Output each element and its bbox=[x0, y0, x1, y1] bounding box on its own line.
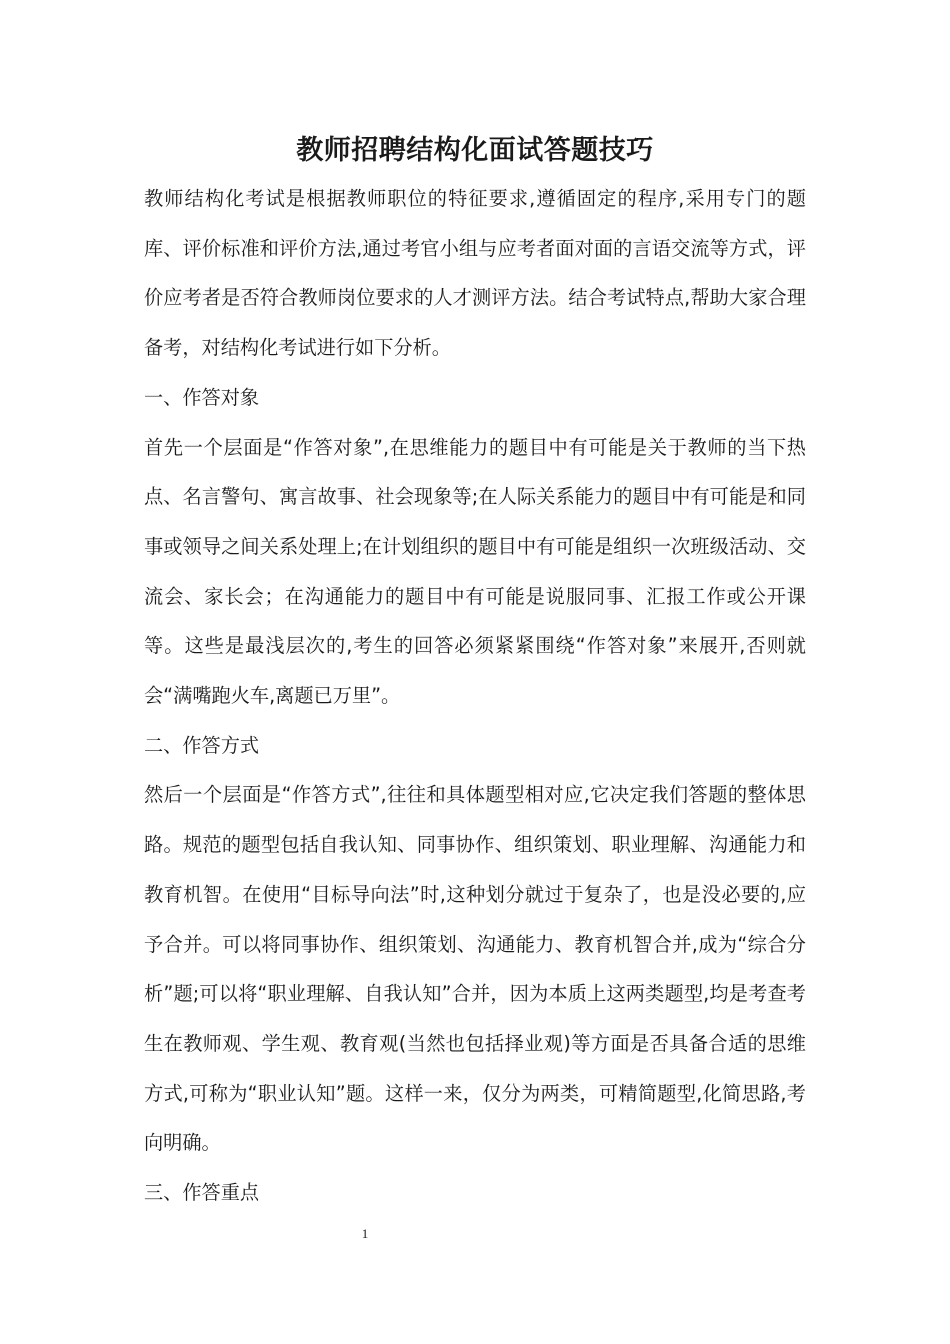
section-heading-answer-object: 一、作答对象 bbox=[144, 385, 260, 409]
intro-paragraph: 教师结构化考试是根据教师职位的特征要求,遵循固定的程序,采用专门的题库、评价标准和评价方法,通过考官小组与应考者面对面的言语交流等方式，评价应考者是否符合教师岗位要求的人才测评方法。结合考试特点,帮助大家合理备考，对结构化考试进行如下分析。 bbox=[144, 187, 806, 360]
page-number: 1 bbox=[361, 1226, 369, 1241]
document-title: 教师招聘结构化面试答题技巧 bbox=[296, 135, 654, 166]
section-body-answer-method: 然后一个层面是“作答方式”,往往和具体题型相对应,它决定我们答题的整体思路。规范的题型包括自我认知、同事协作、组织策划、职业理解、沟通能力和教育机智。在使用“目标导向法”时,这种划分就过于复杂了，也是没必要的,应予合并。可以将同事协作、组织策划、沟通能力、教育机智合并,成为“综合分析”题;可以将“职业理解、自我认知”合并，因为本质上这两类题型,均是考查考生在教师观、学生观、教育观(当然也包括择业观)等方面是否具备合适的思维方式,可称为“职业认知”题。这样一来，仅分为两类，可精简题型,化简思路,考向明确。 bbox=[144, 783, 806, 1155]
section-body-answer-object: 首先一个层面是“作答对象”,在思维能力的题目中有可能是关于教师的当下热点、名言警句、寓言故事、社会现象等;在人际关系能力的题目中有可能是和同事或领导之间关系处理上;在计划组织的题目中有可能是组织一次班级活动、交流会、家长会；在沟通能力的题目中有可能是说服同事、汇报工作或公开课等。这些是最浅层次的,考生的回答必须紧紧围绕“作答对象”来展开,否则就会“满嘴跑火车,离题已万里”。 bbox=[144, 435, 806, 708]
document-body bbox=[144, 128, 806, 1218]
section-heading-answer-method: 二、作答方式 bbox=[144, 733, 260, 757]
section-heading-answer-focus: 三、作答重点 bbox=[144, 1181, 260, 1205]
